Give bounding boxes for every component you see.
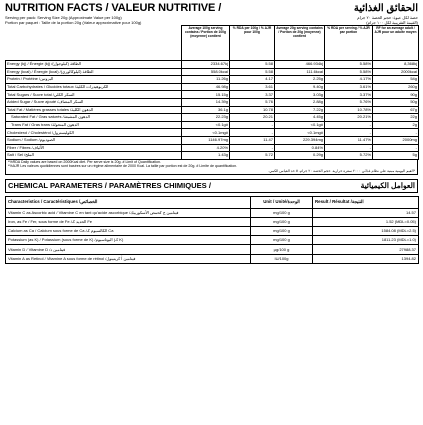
rda-per-100g: 4.17 [230,76,275,84]
header-unit: Unit / Unité/الوحدة [251,196,313,208]
chemical-row [6,254,419,263]
parameter-name: Iron, as Fe / Fer, sous forme de Fe /الحديد كـ Fe [6,217,251,226]
nutrition-row [6,98,419,106]
rda-per-serving: 5.76% [325,98,373,106]
value-per-serving: 3.03g [275,91,325,99]
parameter-result: 1394.82 [313,254,419,263]
nutrition-table [5,25,419,160]
nutrition-title-arabic: الحقائق الغذائية [353,3,418,14]
rda-per-100g: 5.58 [230,68,275,76]
nutrition-row [6,152,419,160]
rda-per-serving: 5.72% [325,152,373,160]
value-per-serving: 0.29g [275,152,325,160]
rda-per-serving: 20.21% [325,114,373,122]
chemical-row [6,227,419,236]
rda-per-100g: 20.21 [230,114,275,122]
reference-intake: 22g [373,114,419,122]
rda-per-100g: 3.37 [230,91,275,99]
nutrient-name: Trans Fat / Gras trans /الدهون المتحولة [6,121,182,129]
value-per-100g: <0.1mg# [182,129,230,137]
nutrient-name: Fiber / Fibres /الألياف [6,144,182,152]
header-rda-100g: % RDA per 100g / % AJR pour 100g [230,26,275,61]
header-characteristics: Characteristics / Caractéristiques /الخصائص [6,196,251,208]
nutrient-name: Total Sugars / Sucre total /السكر الكلي [6,91,182,99]
parameter-unit: IU/100g [251,254,313,263]
reference-intake: 8,368kj [373,61,419,69]
value-per-serving: 0.84% [275,144,325,152]
value-per-serving: 7.22g [275,106,325,114]
value-per-serving: 9.40g [275,83,325,91]
reference-intake: 2000mg [373,136,419,144]
chemical-table-body [6,208,419,263]
nutrient-name: Protein / Protéine /البروتين [6,76,182,84]
reference-intake: 54g [373,76,419,84]
rda-per-serving: 4.17% [325,76,373,84]
parameter-result: 14.57 [313,208,419,217]
rda-per-100g: - [230,121,275,129]
header-avg-serving: Average 20g serving contains / Portion de 20g (moyenne) contient [275,26,325,61]
nutrition-row [6,91,419,99]
parameter-result: 1811.23 (MDL=1.0) [313,236,419,245]
value-per-serving: 466.934kj [275,61,325,69]
parameter-name: Potassium (as K) / Potassium (sous forme de K) /البوتاسيوم (كـ K) [6,236,251,245]
nutrition-title-row [5,2,418,15]
rda-per-serving: 5.58% [325,68,373,76]
value-per-100g: 1146.97mg [182,136,230,144]
nutrition-row [6,144,419,152]
footnote-en: *%RDA Daily values are based on 2000Kcal diet. Per serve size is 20g. # Limit of Quantification. [8,159,162,164]
footnote-fr: *%AJR Les valeurs quotidiennes sont basées sur un régime alimentaire de 2000 Kcal. La taille par portion est de 20g. # Limite de quantification. [8,164,238,169]
rda-per-100g: - [230,144,275,152]
value-per-100g: 46.98g [182,83,230,91]
chemical-row [6,217,419,226]
rda-per-100g: 5.76 [230,98,275,106]
rda-per-100g: 5.58 [230,61,275,69]
rda-per-100g: 3.61 [230,83,275,91]
chemical-title: CHEMICAL PARAMETERS / PARAMÈTRES CHIMIQUES / [8,181,211,191]
value-per-100g: 2334.67kj [182,61,230,69]
parameter-name: Calcium as Ca / Calcium sous forme de Ca /الكالسيوم كـ Ca [6,227,251,236]
nutrition-row [6,121,419,129]
reference-intake: - [373,144,419,152]
rda-per-100g: 5.72 [230,152,275,160]
footnote-ar: *القيم اليومية مبنية على نظام غذائي ٢٠٠٠ سعرة حرارية. حجم الحصة ٢٠ جرام. # حد القياس الكمي. [268,168,415,173]
chemical-table [5,196,419,264]
header-result: Result / Résultat /النتيجة [313,196,419,208]
reference-intake: 2000kcal [373,68,419,76]
nutrition-label-sheet [5,2,418,420]
parameter-result: 1584.08 (MDL=2.5) [313,227,419,236]
nutrient-name: Salt / Sel /الملح [6,152,182,160]
value-per-100g: 558.0kcal [182,68,230,76]
chemical-row [6,236,419,245]
nutrition-row [6,61,419,69]
serving-info-en: Serving per pack: Serving Size 20g (Approximate Value per 100g) [5,15,122,20]
serving-info-ar: حصة لكل عبوة: حجم الحصة ٢٠ جرام [357,15,418,20]
header-ref-adult: RF for an average adult / AJR pour un adulte moyen [373,26,419,61]
value-per-100g: 11.26g [182,76,230,84]
value-per-serving: 229.394mg [275,136,325,144]
header-blank [6,26,182,61]
parameter-unit: µg/100 g [251,245,313,254]
parameter-result: 1.52 (MDL=0.05) [313,217,419,226]
value-per-100g: 4.20% [182,144,230,152]
reference-intake: 5g [373,152,419,160]
rda-per-serving: 3.37% [325,91,373,99]
rda-per-serving: - [325,121,373,129]
nutrient-name: Total Carbohydrates / Glucides totaux /الكربوهيدرات الكلية [6,83,182,91]
rda-per-serving: 3.61% [325,83,373,91]
nutrition-row [6,114,419,122]
serving-info-ar-2: (القيمة التقريبية لكل ١٠٠ جرام) [366,20,418,25]
reference-intake: 67g [373,106,419,114]
nutrition-row [6,136,419,144]
header-avg-100g: Average 100g serving contains / Portion de 100g (moyenne) contient [182,26,230,61]
chemical-row [6,245,419,254]
value-per-100g: 14.39g [182,98,230,106]
nutrition-row [6,129,419,137]
parameter-name: Vitamin C as Ascorbic acid / Vitamine C en tant qu'acide ascorbique /فيتامين ج كحمض الأسكوربيك [6,208,251,217]
value-per-100g: 22.23g [182,114,230,122]
rda-per-serving: - [325,144,373,152]
value-per-100g: 36.1g [182,106,230,114]
value-per-serving: <0.1mg# [275,129,325,137]
nutrient-name: Saturated Fat / Gras saturés /الدهون المشبعة [6,114,182,122]
rda-per-100g: - [230,129,275,137]
value-per-serving: 2.25g [275,76,325,84]
parameter-name: Vitamin A as Retinol / Vitamine A sous forme de rétinol /فيتامين أ كريتينول [6,254,251,263]
header-rda-serving: % RDA per serving / % AJR par portion [325,26,373,61]
rda-per-100g: 11.47 [230,136,275,144]
value-per-100g: 1.43g [182,152,230,160]
nutrient-name: Added Sugar / Sucre ajouté /السكر المضاف [6,98,182,106]
rda-per-serving: 11.47% [325,136,373,144]
value-per-serving: 2.88g [275,98,325,106]
nutrition-table-body [6,61,419,160]
nutrient-name: Sodium / Sodium /الصوديوم [6,136,182,144]
rda-per-100g: 10.78 [230,106,275,114]
nutrition-row [6,83,419,91]
chemical-row [6,208,419,217]
chemical-table-header [6,196,419,208]
value-per-serving: 4.45g [275,114,325,122]
serving-info-fr: Portion par paquet : Taille de la portion 20g (Valeur approximative pour 100g) [5,20,142,25]
value-per-serving: <0.1g# [275,121,325,129]
reference-intake: 260g [373,83,419,91]
rda-per-serving: - [325,129,373,137]
parameter-unit: mg/100 g [251,217,313,226]
parameter-name: Vitamin D / Vitamine D /فيتامين د [6,245,251,254]
parameter-result: 27988.37 [313,245,419,254]
nutrient-name: Energy (kj) / Énergie (kj) /الطاقة (كيلوجول) [6,61,182,69]
nutrition-row [6,106,419,114]
nutrition-row [6,76,419,84]
nutrition-footnotes [5,160,418,175]
nutrient-name: Energy (kcal) / Énergie (kcal) /الطاقة (كيلوكالوري) [6,68,182,76]
parameter-unit: mg/100 g [251,236,313,245]
chemical-title-row [5,179,418,193]
value-per-100g: <0.1g# [182,121,230,129]
reference-intake: 90g [373,91,419,99]
nutrition-table-header [6,26,419,61]
reference-intake: - [373,129,419,137]
parameter-unit: mg/100 g [251,227,313,236]
nutrition-row [6,68,419,76]
value-per-100g: 15.15g [182,91,230,99]
rda-per-serving: 10.78% [325,106,373,114]
reference-intake: 50g [373,98,419,106]
chemical-title-arabic: العوامل الكيميائية [360,181,415,191]
rda-per-serving: 5.58% [325,61,373,69]
reference-intake: 2g [373,121,419,129]
nutrition-title: NUTRITION FACTS / VALEUR NUTRITIVE / [5,2,222,14]
value-per-serving: 111.6kcal [275,68,325,76]
nutrient-name: Total Fat / Matières grasses totales /الدهون الكلية [6,106,182,114]
nutrient-name: Cholesterol / Cholestérol /الكوليسترول [6,129,182,137]
parameter-unit: mg/100 g [251,208,313,217]
